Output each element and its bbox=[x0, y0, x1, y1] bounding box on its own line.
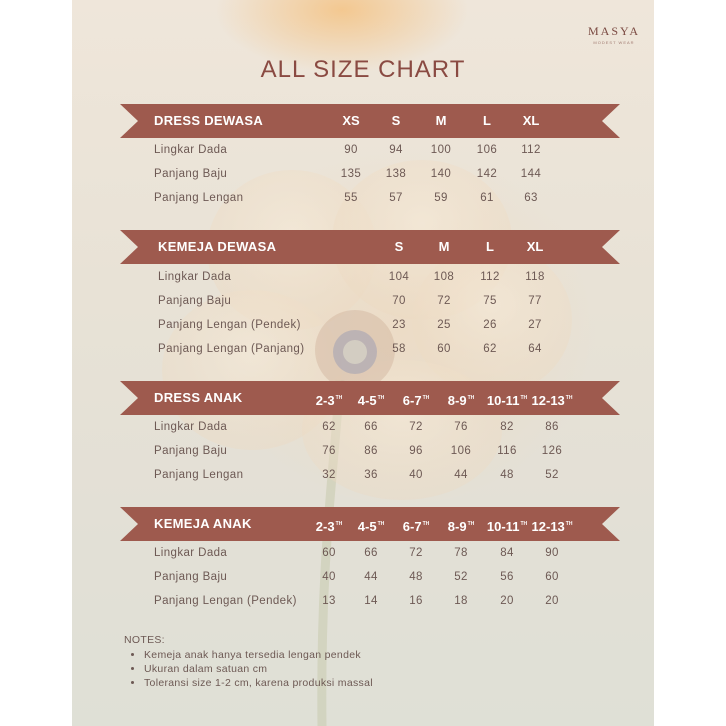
table-row bbox=[154, 417, 634, 437]
measurement-value: 58 bbox=[392, 343, 406, 355]
table-title: KEMEJA ANAK bbox=[154, 516, 252, 531]
table-row bbox=[154, 441, 634, 461]
measurement-label: Lingkar Dada bbox=[158, 271, 232, 283]
size-label: XS bbox=[342, 113, 360, 128]
measurement-value: 104 bbox=[388, 271, 410, 283]
size-header bbox=[419, 230, 469, 264]
size-label: 8-9 bbox=[447, 393, 467, 408]
measurement-value: 70 bbox=[392, 295, 406, 307]
size-unit-superscript: TH bbox=[467, 521, 475, 527]
table-row bbox=[158, 267, 638, 287]
measurement-value: 142 bbox=[476, 168, 498, 180]
table-row bbox=[154, 465, 634, 485]
measurement-value: 86 bbox=[545, 421, 559, 433]
measurement-value: 64 bbox=[528, 343, 542, 355]
measurement-value: 23 bbox=[392, 319, 406, 331]
table-row bbox=[154, 188, 634, 208]
measurement-value: 60 bbox=[437, 343, 451, 355]
measurement-value: 82 bbox=[500, 421, 514, 433]
measurement-value: 20 bbox=[545, 595, 559, 607]
size-label: 12-13 bbox=[531, 393, 565, 408]
measurement-value: 56 bbox=[500, 571, 514, 583]
table-title: DRESS DEWASA bbox=[154, 113, 264, 128]
measurement-value: 108 bbox=[433, 271, 455, 283]
table-row bbox=[154, 591, 634, 611]
measurement-label: Panjang Baju bbox=[154, 445, 228, 457]
notes-section bbox=[124, 634, 373, 690]
note-item: • Kemeja anak hanya tersedia lengan pendek bbox=[144, 648, 373, 662]
measurement-value: 40 bbox=[322, 571, 336, 583]
size-label: 6-7 bbox=[402, 519, 422, 534]
table-row bbox=[154, 543, 634, 563]
measurement-value: 57 bbox=[389, 192, 403, 204]
size-header bbox=[374, 230, 424, 264]
size-unit-superscript: TH bbox=[335, 395, 343, 401]
size-header bbox=[465, 230, 515, 264]
table-header-ribbon bbox=[120, 381, 620, 415]
measurement-value: 14 bbox=[364, 595, 378, 607]
measurement-value: 76 bbox=[322, 445, 336, 457]
measurement-label: Lingkar Dada bbox=[154, 421, 228, 433]
measurement-label: Panjang Lengan (Pendek) bbox=[154, 595, 297, 607]
table-row bbox=[158, 315, 638, 335]
measurement-value: 140 bbox=[430, 168, 452, 180]
size-label: 2-3 bbox=[315, 393, 335, 408]
size-label: M bbox=[435, 113, 447, 128]
size-header bbox=[371, 104, 421, 138]
measurement-value: 52 bbox=[454, 571, 468, 583]
notes-list bbox=[124, 648, 373, 690]
measurement-value: 94 bbox=[389, 144, 403, 156]
size-header bbox=[482, 381, 532, 418]
measurement-value: 52 bbox=[545, 469, 559, 481]
size-header bbox=[326, 104, 376, 138]
size-label: 12-13 bbox=[531, 519, 565, 534]
measurement-value: 78 bbox=[454, 547, 468, 559]
size-header bbox=[346, 507, 396, 544]
table-header-ribbon bbox=[120, 104, 620, 138]
table-header-ribbon bbox=[120, 507, 620, 541]
note-item: • Toleransi size 1-2 cm, karena produksi massal bbox=[144, 676, 373, 690]
table-row bbox=[158, 291, 638, 311]
size-unit-superscript: TH bbox=[520, 521, 528, 527]
measurement-value: 96 bbox=[409, 445, 423, 457]
measurement-value: 20 bbox=[500, 595, 514, 607]
size-label: 10-11 bbox=[486, 519, 520, 534]
measurement-label: Panjang Lengan bbox=[154, 469, 244, 481]
size-header bbox=[436, 381, 486, 418]
measurement-value: 59 bbox=[434, 192, 448, 204]
size-header bbox=[462, 104, 512, 138]
size-label: 8-9 bbox=[447, 519, 467, 534]
size-header bbox=[506, 104, 556, 138]
measurement-label: Panjang Lengan (Pendek) bbox=[158, 319, 301, 331]
table-row bbox=[158, 339, 638, 359]
measurement-value: 100 bbox=[430, 144, 452, 156]
size-label: M bbox=[438, 239, 450, 254]
measurement-value: 66 bbox=[364, 421, 378, 433]
size-label: XL bbox=[526, 239, 544, 254]
size-label: 4-5 bbox=[357, 393, 377, 408]
measurement-value: 106 bbox=[450, 445, 472, 457]
measurement-value: 90 bbox=[344, 144, 358, 156]
measurement-value: 60 bbox=[322, 547, 336, 559]
size-unit-superscript: TH bbox=[422, 521, 430, 527]
measurement-value: 16 bbox=[409, 595, 423, 607]
measurement-value: 66 bbox=[364, 547, 378, 559]
measurement-label: Lingkar Dada bbox=[154, 144, 228, 156]
size-label: S bbox=[394, 239, 404, 254]
brand-tagline: MODEST WEAR bbox=[593, 40, 635, 45]
size-label: 6-7 bbox=[402, 393, 422, 408]
size-header bbox=[436, 507, 486, 544]
measurement-label: Panjang Baju bbox=[158, 295, 232, 307]
measurement-value: 60 bbox=[545, 571, 559, 583]
measurement-value: 40 bbox=[409, 469, 423, 481]
measurement-value: 36 bbox=[364, 469, 378, 481]
size-label: L bbox=[486, 239, 494, 254]
measurement-value: 106 bbox=[476, 144, 498, 156]
table-title: DRESS ANAK bbox=[154, 390, 243, 405]
measurement-label: Panjang Lengan (Panjang) bbox=[158, 343, 305, 355]
measurement-value: 13 bbox=[322, 595, 336, 607]
brand-logo bbox=[588, 24, 640, 45]
size-unit-superscript: TH bbox=[422, 395, 430, 401]
measurement-value: 116 bbox=[497, 445, 517, 457]
measurement-label: Lingkar Dada bbox=[154, 547, 228, 559]
measurement-value: 25 bbox=[437, 319, 451, 331]
note-item: • Ukuran dalam satuan cm bbox=[144, 662, 373, 676]
measurement-value: 112 bbox=[521, 144, 541, 156]
size-header bbox=[482, 507, 532, 544]
size-header bbox=[346, 381, 396, 418]
table-title: KEMEJA DEWASA bbox=[158, 239, 277, 254]
measurement-value: 84 bbox=[500, 547, 514, 559]
size-label: S bbox=[391, 113, 401, 128]
brand-name: MASYA bbox=[587, 24, 640, 38]
measurement-value: 55 bbox=[344, 192, 358, 204]
size-header bbox=[527, 507, 577, 544]
table-row bbox=[154, 140, 634, 160]
measurement-value: 48 bbox=[500, 469, 514, 481]
measurement-value: 62 bbox=[322, 421, 336, 433]
table-row bbox=[154, 567, 634, 587]
measurement-label: Panjang Baju bbox=[154, 168, 228, 180]
measurement-value: 76 bbox=[454, 421, 468, 433]
size-unit-superscript: TH bbox=[565, 521, 573, 527]
measurement-value: 86 bbox=[364, 445, 378, 457]
size-label: 2-3 bbox=[315, 519, 335, 534]
page-title: ALL SIZE CHART bbox=[260, 56, 466, 83]
size-chart-poster bbox=[72, 0, 654, 726]
measurement-value: 126 bbox=[541, 445, 563, 457]
size-header bbox=[391, 507, 441, 544]
size-unit-superscript: TH bbox=[377, 395, 385, 401]
measurement-value: 77 bbox=[528, 295, 542, 307]
measurement-value: 44 bbox=[454, 469, 468, 481]
size-header bbox=[391, 381, 441, 418]
size-unit-superscript: TH bbox=[377, 521, 385, 527]
measurement-value: 135 bbox=[340, 168, 362, 180]
measurement-value: 138 bbox=[385, 168, 407, 180]
measurement-value: 118 bbox=[525, 271, 545, 283]
notes-heading: NOTES: bbox=[124, 634, 165, 646]
size-header bbox=[416, 104, 466, 138]
measurement-value: 27 bbox=[528, 319, 542, 331]
table-header-ribbon bbox=[120, 230, 620, 264]
size-label: XL bbox=[522, 113, 540, 128]
measurement-value: 63 bbox=[524, 192, 538, 204]
measurement-value: 144 bbox=[520, 168, 542, 180]
measurement-value: 112 bbox=[480, 271, 500, 283]
size-unit-superscript: TH bbox=[335, 521, 343, 527]
measurement-value: 72 bbox=[409, 547, 423, 559]
measurement-value: 32 bbox=[322, 469, 336, 481]
size-unit-superscript: TH bbox=[467, 395, 475, 401]
measurement-label: Panjang Lengan bbox=[154, 192, 244, 204]
size-unit-superscript: TH bbox=[520, 395, 528, 401]
measurement-value: 72 bbox=[437, 295, 451, 307]
measurement-value: 61 bbox=[480, 192, 494, 204]
measurement-value: 26 bbox=[483, 319, 497, 331]
table-row bbox=[154, 164, 634, 184]
size-label: 10-11 bbox=[486, 393, 520, 408]
measurement-label: Panjang Baju bbox=[154, 571, 228, 583]
size-label: L bbox=[483, 113, 491, 128]
measurement-value: 44 bbox=[364, 571, 378, 583]
size-unit-superscript: TH bbox=[565, 395, 573, 401]
measurement-value: 75 bbox=[483, 295, 497, 307]
measurement-value: 72 bbox=[409, 421, 423, 433]
measurement-value: 62 bbox=[483, 343, 497, 355]
measurement-value: 18 bbox=[454, 595, 468, 607]
size-label: 4-5 bbox=[357, 519, 377, 534]
measurement-value: 90 bbox=[545, 547, 559, 559]
size-header bbox=[527, 381, 577, 418]
measurement-value: 48 bbox=[409, 571, 423, 583]
size-header bbox=[510, 230, 560, 264]
